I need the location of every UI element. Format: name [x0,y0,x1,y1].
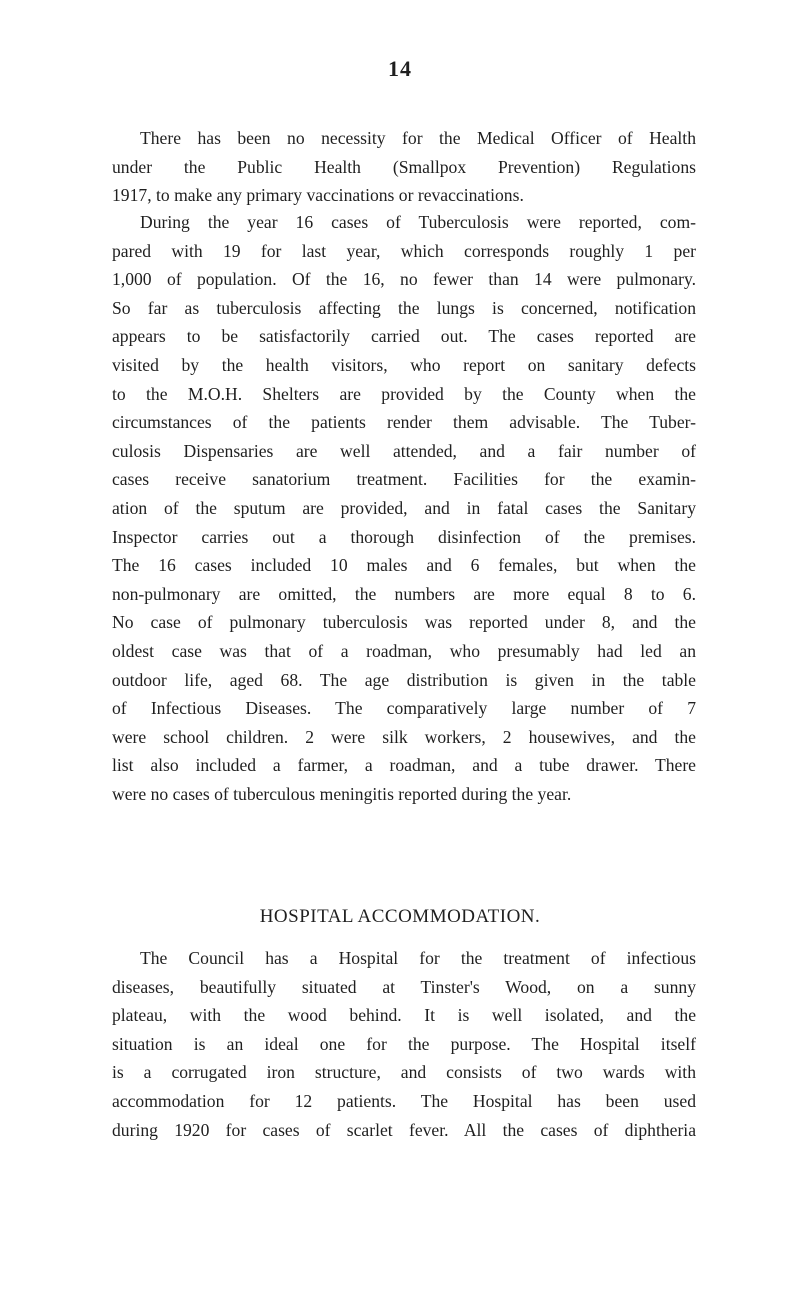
text-line: were school children. 2 were silk workers, 2 housewives, and the [112,726,696,747]
text-line: So far as tuberculosis affecting the lungs is concerned, notification [112,297,696,318]
text-line: There has been no necessity for the Medical Officer of Health [140,128,696,148]
text-line: 1,000 of population. Of the 16, no fewer than 14 were pulmonary. [112,269,696,290]
text-line: oldest case was that of a roadman, who presumably had led an [112,640,696,661]
paragraph-hospital [112,944,696,1144]
text-line: The 16 cases included 10 males and 6 females, but when the [112,555,696,576]
text-line: cases receive sanatorium treatment. Facilities for the examin- [112,469,696,490]
paragraph-tuberculosis [112,208,696,808]
text-line: pared with 19 for last year, which corresponds roughly 1 per [112,240,696,261]
text-line: is a corrugated iron structure, and consists of two wards with [112,1062,696,1083]
section-heading: HOSPITAL ACCOMMODATION. [259,906,541,927]
text-line: non-pulmonary are omitted, the numbers are more equal 8 to 6. [112,583,696,604]
text-line: Inspector carries out a thorough disinfection of the premises. [112,526,696,547]
page-number: 14 [388,56,412,81]
text-line: culosis Dispensaries are well attended, and a fair number of [112,440,696,461]
text-line: were no cases of tuberculous meningitis reported during the year. [112,783,572,804]
text-line: No case of pulmonary tuberculosis was reported under 8, and the [112,612,696,633]
text-line: during 1920 for cases of scarlet fever. All the cases of diphtheria [112,1119,696,1140]
paragraph-vaccination [112,124,696,210]
text-line: situation is an ideal one for the purpose. The Hospital itself [112,1033,696,1054]
text-line: list also included a farmer, a roadman, and a tube drawer. There [112,755,696,776]
text-line: of Infectious Diseases. The comparatively large number of 7 [112,698,696,719]
text-line: circumstances of the patients render them advisable. The Tuber- [112,412,696,433]
text-line: During the year 16 cases of Tuberculosis were reported, com- [140,212,696,232]
text-line: ation of the sputum are provided, and in fatal cases the Sanitary [112,497,696,518]
text-line: The Council has a Hospital for the treatment of infectious [140,948,696,968]
text-line: appears to be satisfactorily carried out. The cases reported are [112,326,696,347]
text-line: outdoor life, aged 68. The age distribution is given in the table [112,669,696,690]
text-line: diseases, beautifully situated at Tinster's Wood, on a sunny [112,976,696,997]
text-line: under the Public Health (Smallpox Prevention) Regulations [112,156,696,177]
text-line: visited by the health visitors, who report on sanitary defects [112,354,696,375]
text-line: to the M.O.H. Shelters are provided by the County when the [112,383,696,404]
text-line: 1917, to make any primary vaccinations or revaccinations. [112,185,524,206]
text-line: plateau, with the wood behind. It is well isolated, and the [112,1005,696,1026]
text-line: accommodation for 12 patients. The Hospital has been used [112,1090,696,1111]
